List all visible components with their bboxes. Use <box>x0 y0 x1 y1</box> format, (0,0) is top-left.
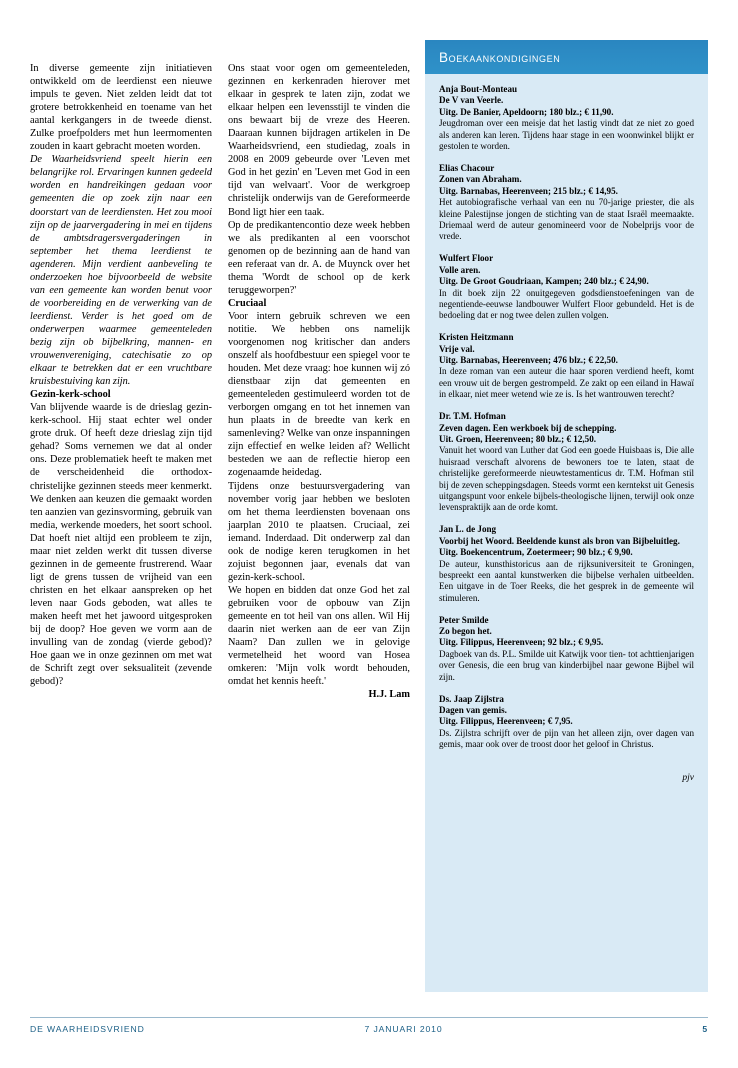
column-two <box>228 62 410 701</box>
book-description: Jeugdroman over een meisje dat het lastig vindt dat ze niet zo goed als anderen kan leren. Tijdens haar stage in een woonwinkel blijkt er gestolen te worden. <box>439 118 694 152</box>
book-description: De auteur, kunsthistoricus aan de rijksuniversiteit te Groningen, bespreekt een aantal kunstwerken die bijbelse verhalen uitbeelden. Een uitgave in de Toer Reeks, die het gesprek in de gemeente wil stimuleren. <box>439 558 694 603</box>
book-publisher: Uitg. De Banier, Apeldoorn; 180 blz.; € 11,90. <box>439 106 614 117</box>
section-heading-cruciaal: Cruciaal <box>228 297 267 309</box>
book-entry <box>439 615 694 683</box>
book-publisher: Uitg. Barnabas, Heerenveen; 215 blz.; € 14,95. <box>439 185 618 196</box>
book-entry <box>439 694 694 751</box>
footer-page-number: 5 <box>702 1024 708 1034</box>
book-title: Volle aren. <box>439 264 481 275</box>
book-title: Voorbij het Woord. Beeldende kunst als bron van Bijbeluitleg. <box>439 535 680 546</box>
paragraph: Op de predikantencontio deze week hebben we als predikanten al een voorschot genomen op de bezinning aan de hand van een referaat van dr. A. de Muynck over het thema 'Wordt de school op de kerk teruggeworpen?' <box>228 219 410 296</box>
footer-date: 7 JANUARI 2010 <box>364 1024 443 1034</box>
book-title: De V van Veerle. <box>439 95 504 106</box>
book-publisher: Uit. Groen, Heerenveen; 80 blz.; € 12,50. <box>439 433 597 444</box>
paragraph: We hopen en bidden dat onze God het zal gebruiken voor de opbouw van Zijn gemeente en tot heil van ons allen. Wil Hij daarin niet werken aan de eer van Zijn Naam? Dan zullen we in gelovige vermetelheid het woord van Hosea omkeren: 'Mijn volk wordt behouden, omdat het kennis heeft.' <box>228 584 410 688</box>
book-description: Ds. Zijlstra schrijft over de pijn van het alleen zijn, over dagen van gemis, maar ook over de troost door het geloof in Christus. <box>439 727 694 750</box>
article-signature: H.J. Lam <box>368 689 410 701</box>
book-entry <box>439 253 694 321</box>
footer-divider <box>30 1017 708 1018</box>
book-title: Zeven dagen. Een werkboek bij de schepping. <box>439 422 617 433</box>
book-title: Zonen van Abraham. <box>439 174 522 185</box>
book-publisher: Uitg. Barnabas, Heerenveen; 476 blz.; € 22,50. <box>439 355 618 366</box>
book-description: In deze roman van een auteur die haar sporen verdiend heeft, komt een vrouw uit de bergen gestrompeld. Ze zakt op een eiland in Hawaï in elkaar, niet meer wetend wie ze is. Is het wantrouwen terecht? <box>439 366 694 400</box>
book-description: In dit boek zijn 22 onuitgegeven godsdienstoefeningen van de negentiende-eeuwse landbouwer Wulfert Floor gebundeld. Het is de bedoeling dat er nog twee delen zullen volgen. <box>439 287 694 321</box>
book-entry <box>439 163 694 243</box>
paragraph: Voor intern gebruik schreven we een notitie. We hebben ons namelijk voorgenomen nog kritischer dan anders onszelf als hoofdbestuur een spiegel voor te houden. Met deze vraag: hoe kunnen wij zó dienstbaar zijn dat gemeenten en gemeenteleden gestimuleerd worden tot de verborgen omgang en tot het innemen van hun plaats in de breedte van kerk en samenleving? Welke van onze inspanningen zijn effectief en welke leiden af? Wellicht besteden we aan de reflectie hierop een zogenaamde heidedag. <box>228 310 410 479</box>
book-entry <box>439 84 694 152</box>
page-footer <box>30 1024 708 1034</box>
book-title: Dagen van gemis. <box>439 705 507 715</box>
book-publisher: Uitg. De Groot Goudriaan, Kampen; 240 blz.; € 24,90. <box>439 276 649 287</box>
book-author: Jan L. de Jong <box>439 524 497 535</box>
paragraph: In diverse gemeente zijn initiatieven ontwikkeld om de leerdienst een nieuwe impuls te geven. Niet zelden leidt dat tot grotere betrokkenheid en toename van het aantal kerkgangers in de tweede dienst. Zulke proefpolders met hun leermomenten zouden in kaart gebracht moeten worden. <box>30 63 212 153</box>
book-author: Ds. Jaap Zijlstra <box>439 693 504 704</box>
footer-publication: DE WAARHEIDSVRIEND <box>30 1024 145 1034</box>
sidebar-boekaankondigingen <box>425 40 708 992</box>
book-author: Peter Smilde <box>439 614 489 625</box>
sidebar-author-initials: pjv <box>682 773 694 784</box>
book-entry <box>439 524 694 604</box>
book-author: Elias Chacour <box>439 162 495 173</box>
paragraph: De Waarheidsvriend speelt hierin een belangrijke rol. Ervaringen kunnen gedeeld worden en handreikingen gedaan voor gemeenten die op zoek zijn naar een doorstart van de leerdiensten. Het zou mooi zijn op de jaarvergadering in mei en tijdens de ambtsdragersvergaderingen in september het thema leerdienst te agenderen. Mijn verdient aanbeveling te onderzoeken hoe bijvoorbeeld de website van een gemeente kan worden benut voor de voorbereiding en de verwerking van de leerdienst. Verder is het goed om de onderwerpen waarmee gemeenteleden bezig zijn ob bijbelkring, mannen- en vrouwenvereniging, catechisatie zo op elkaar te betrekken dat er een vruchtbare kruisbestuiving kan zijn. <box>30 154 212 388</box>
book-description: Het autobiografische verhaal van een nu 70-jarige priester, die als kleine Palestijnse jongen de stichting van de staat Israël meemaakte. Driemaal werd de auteur genomineerd voor de Nobelprijs voor de vrede. <box>439 197 694 242</box>
book-author: Anja Bout-Monteau <box>439 84 518 94</box>
book-entry <box>439 411 694 514</box>
column-one <box>30 62 212 688</box>
sidebar-title: Boekaankondigingen <box>425 40 708 74</box>
book-description: Dagboek van ds. P.L. Smilde uit Katwijk voor tien- tot achttienjarigen over Genesis, die een brug van kinderbijbel naar gewone Bijbel wil zijn. <box>439 648 694 682</box>
book-description: Vanuit het woord van Luther dat God een goede Huisbaas is, Die alle huisraad verschaft alvorens de bewoners toe te laten, staat de christelijke gereformeerde nieuwtestamenticus dr. T.M. Hofman stil bij de zeven scheppingsdagen. Steeds vormt een kerntekst uit Genesis uitgangspunt voor enkele bijbels-theologische lijnen, terwijl ook onze levenspraktijk aan de orde komt. <box>439 445 694 513</box>
book-publisher: Uitg. Filippus, Heerenveen; € 7,95. <box>439 716 573 727</box>
book-title: Vrije val. <box>439 343 475 354</box>
book-author: Kristen Heitzmann <box>439 332 514 343</box>
book-publisher: Uitg. Boekencentrum, Zoetermeer; 90 blz.; € 9,90. <box>439 547 633 558</box>
paragraph: Tijdens onze bestuursvergadering van november vorig jaar hebben we besloten om het thema leerdiensten bovenaan ons jaarplan 2010 te plaatsen. Cruciaal, zei iemand. Inderdaad. Dit onderwerp zal dan ook de nodige keren terugkomen in het zojuist begonnen jaar, evenals dat van gezin-kerk-school. <box>228 480 410 583</box>
book-entry <box>439 332 694 400</box>
book-author: Dr. T.M. Hofman <box>439 411 506 422</box>
paragraph: Ons staat voor ogen om gemeenteleden, gezinnen en kerkenraden hierover met elkaar in gesprek te laten zijn, zodat we elkaar helpen een levensstijl te vinden die ons bewaart bij de vreze des Heeren. Daaraan kunnen bijdragen artikelen in De Waarheidsvriend, een studiedag, zoals in 2008 en 2009 gebeurde over 'Leven met God in het gezin' en 'Leven met God in een tijd van welvaart'. Voor de werkgroep christelijk onderwijs van de Gereformeerde Bond ligt hier een taak. <box>228 63 410 218</box>
paragraph: Van blijvende waarde is de drieslag gezin-kerk-school. Hij staat echter wel onder grote druk. Of heeft deze drieslag zijn tijd gehad? Soms vernemen we dat al onder ons. Deze problematiek heeft te maken met de verscheidenheid die orthodox-christelijke gezinnen steeds meer kenmerkt. We denken aan keuzen die gemaakt worden ten aanzien van gezinsvorming, gebruik van media, werkende moeders, het soort school. Dat hoeft niet altijd een probleem te zijn, maar niet zelden werkt dit tussen diverse gezinnen in de gemeente frustrerend. Waar ligt de grens tussen de vrijheid van een christen en het elkaar aanspreken op het leven naar Gods geboden, wat alles te maken heeft met het jawoord uitgesproken bij de doop? Hoe geven we vorm aan de invulling van de zondag (vierde gebod)? Hoe gaan we in onze gezinnen om met wat de Schrift zegt over seksualiteit (zevende gebod)? <box>30 402 212 688</box>
book-publisher: Uitg. Filippus, Heerenveen; 92 blz.; € 9,95. <box>439 637 604 648</box>
sidebar-entries <box>425 74 708 771</box>
section-heading-gezin-kerk-school: Gezin-kerk-school <box>30 389 111 401</box>
book-title: Zo begon het. <box>439 626 492 637</box>
book-author: Wulfert Floor <box>439 253 494 264</box>
